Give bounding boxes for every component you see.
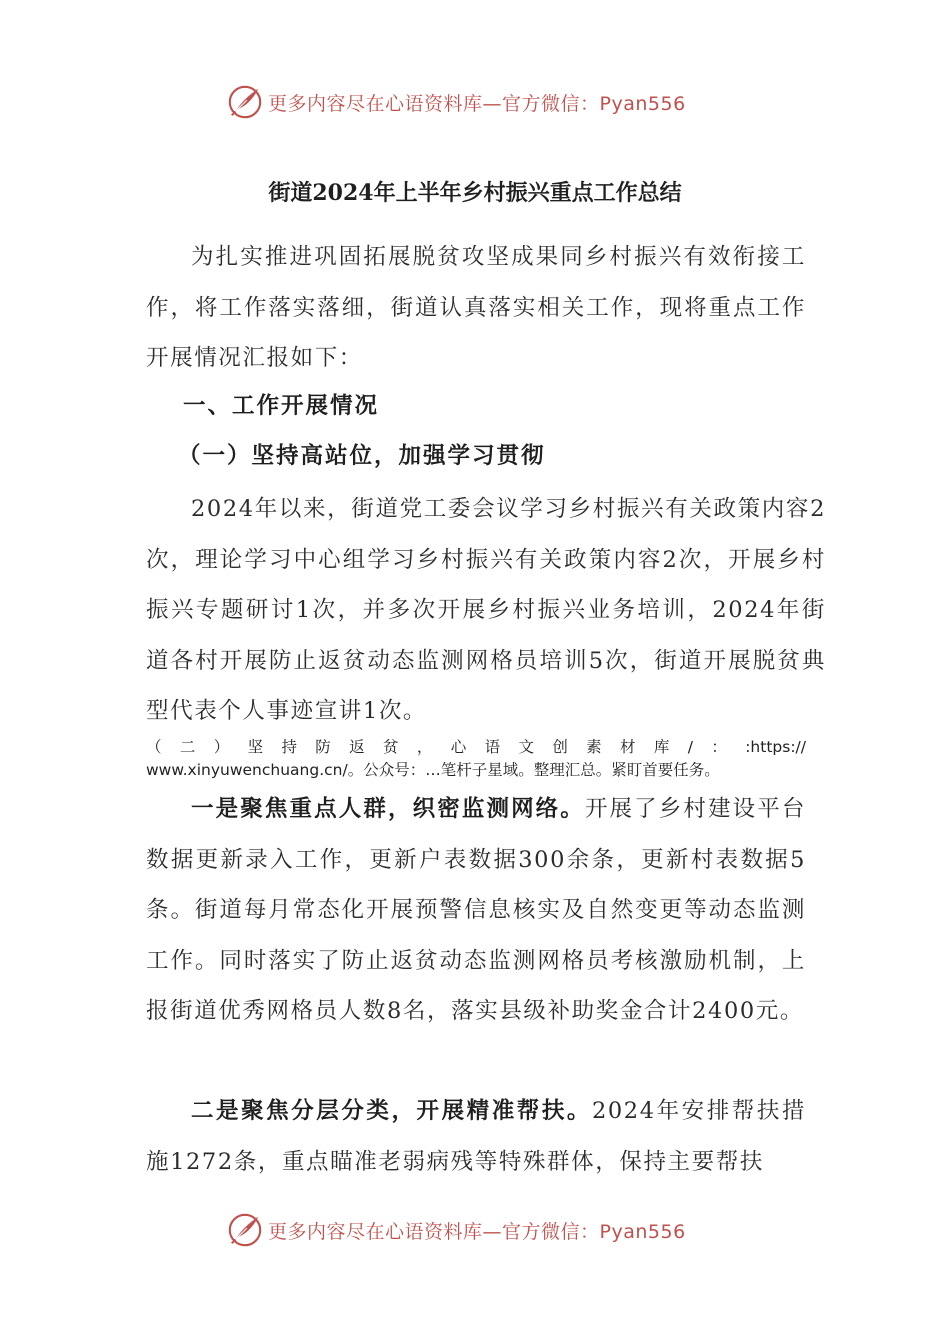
banner-text: 更多内容尽在心语资料库—官方微信：Pyan556	[268, 1220, 686, 1243]
banner-text: 更多内容尽在心语资料库—官方微信：Pyan556	[268, 92, 686, 115]
document-title: 街道2024年上半年乡村振兴重点工作总结	[268, 180, 682, 206]
subsection-heading: （一）坚持高站位，加强学习贯彻	[178, 443, 546, 469]
quill-pen-logo-icon	[226, 1211, 264, 1249]
item2-lead: 二是聚焦分层分类，开展精准帮扶。	[191, 1098, 592, 1124]
section-heading: 一、工作开展情况	[183, 393, 380, 419]
item1-lead: 一是聚焦重点人群，织密监测网络。	[191, 796, 585, 822]
study-paragraph: 2024年以来，街道党工委会议学习乡村振兴有关政策内容2次，理论学习中心组学习乡村振兴有关政策内容2次，开展乡村振兴专题研讨1次，并多次开展乡村振兴业务培训，2024年街道各村开展防止返贫动态监测网格员培训5次，街道开展脱贫典型代表个人事迹宣讲1次。	[146, 496, 826, 724]
footer-banner	[226, 1210, 726, 1250]
watermark-line: （二）坚持防返贫，心语文创素材库/：:https://	[146, 738, 806, 756]
item2-body: 2024年安排帮扶措施1272条，重点瞄准老弱病残等特殊群体，保持主要帮扶	[146, 1098, 806, 1175]
quill-pen-logo-icon	[226, 83, 264, 121]
item1-body: 开展了乡村建设平台数据更新录入工作，更新户表数据300余条，更新村表数据5条。街道每月常态化开展预警信息核实及自然变更等动态监测工作。同时落实了防止返贫动态监测网格员考核激励机制，上报街道优秀网格员人数8名，落实县级补助奖金合计2400元。	[146, 796, 806, 1024]
item2-paragraph	[146, 1086, 806, 1187]
watermark-text	[146, 736, 806, 782]
item1-paragraph	[146, 784, 806, 1037]
watermark-line: www.xinyuwenchuang.cn/。公众号：…笔杆子星域。整理汇总。紧盯首要任务。	[146, 761, 720, 779]
header-banner	[226, 82, 726, 122]
intro-paragraph: 为扎实推进巩固拓展脱贫攻坚成果同乡村振兴有效衔接工作，将工作落实落细，街道认真落实相关工作，现将重点工作开展情况汇报如下：	[146, 244, 806, 371]
